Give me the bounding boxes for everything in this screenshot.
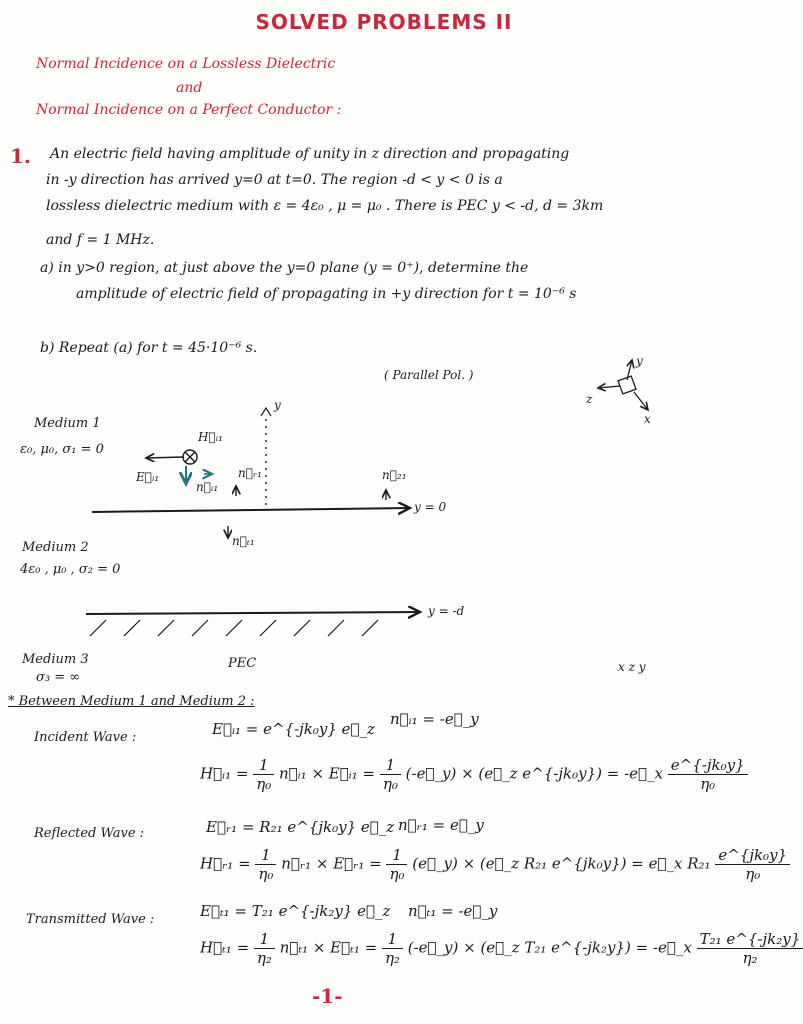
polarization-label: ( Parallel Pol. ) xyxy=(384,368,474,382)
corner-axis-z: z xyxy=(586,392,593,406)
incident-label: Incident Wave : xyxy=(34,730,137,745)
corner-axis-x: x xyxy=(644,412,651,426)
medium2-params: 4ε₀ , μ₀ , σ₂ = 0 xyxy=(20,562,121,577)
transmitted-h-eq: H⃗ₜ₁ = $\frac{1}{\text{η₂}}$ n⃗ₜ₁ × E⃗ₜ₁ = $\frac{1}{\text{η₂}}$ (-e⃗_y) × (e⃗_z T₂₁ e^{-jk₂y}) = -e⃗_x $\frac{\text{T₂₁ e\textasciicircum{}\{-jk₂y\}}}{\text{η₂}}$ xyxy=(200,930,803,967)
hi-label: H⃗ᵢ₁ xyxy=(198,430,223,444)
boundary-yd-line xyxy=(86,612,420,614)
pec-label: PEC xyxy=(228,656,257,671)
y-axis-arrowhead xyxy=(261,408,271,416)
medium3-params: σ₃ = ∞ xyxy=(36,670,81,685)
y0-label: y = 0 xyxy=(414,500,447,514)
n21-label: n⃗₂₁ xyxy=(382,468,407,482)
nr-label: n⃗ᵣ₁ xyxy=(238,466,262,480)
page-title: SOLVED PROBLEMS II xyxy=(255,10,513,34)
reflected-e-eq: E⃗ᵣ₁ = R₂₁ e^{jk₀y} e⃗_z xyxy=(206,818,395,836)
incident-h-eq: H⃗ᵢ₁ = $\frac{1}{\text{η₀}}$ n⃗ᵢ₁ × E⃗ᵢ₁ = $\frac{1}{\text{η₀}}$ (-e⃗_y) × (e⃗_z e^{-jk₀y}) = -e⃗_x $\frac{\text{e\textasciicircum{}\{-jk₀y\}}}{\text{η₀}}$ xyxy=(200,756,748,793)
yd-label: y = -d xyxy=(428,604,465,618)
corner-axes-2: x z y xyxy=(618,660,646,674)
medium1-label: Medium 1 xyxy=(34,416,101,431)
problem-number: 1. xyxy=(10,144,31,168)
problem-line-2: in -y direction has arrived y=0 at t=0. The region -d < y < 0 is a xyxy=(46,172,503,188)
subtitle-line-1: Normal Incidence on a Lossless Dielectric xyxy=(36,56,336,72)
medium1-params: ε₀, μ₀, σ₁ = 0 xyxy=(20,442,104,457)
part-a-line-2: amplitude of electric field of propagating in +y direction for t = 10⁻⁶ s xyxy=(76,286,577,302)
problem-line-1: An electric field having amplitude of unity in z direction and propagating xyxy=(50,146,570,162)
subtitle-line-2: and xyxy=(176,80,203,96)
solution-heading: * Between Medium 1 and Medium 2 : xyxy=(8,694,255,709)
ni-label: n⃗ᵢ₁ xyxy=(196,480,219,494)
boundary-y0-line xyxy=(92,508,410,512)
part-a-line-1: a) in y>0 region, at just above the y=0 plane (y = 0⁺), determine the xyxy=(40,260,529,276)
medium2-label: Medium 2 xyxy=(22,540,89,555)
pec-hatching xyxy=(90,620,378,636)
ei-label: E⃗ᵢ₁ xyxy=(136,470,160,484)
subtitle-line-3: Normal Incidence on a Perfect Conductor : xyxy=(36,102,342,118)
problem-line-4: and f = 1 MHz. xyxy=(46,232,155,248)
corner-axis-y: y xyxy=(636,354,643,368)
diagram-axis-y: y xyxy=(274,398,281,412)
nt-label: n⃗ₜ₁ xyxy=(232,534,255,548)
incident-e-eq: E⃗ᵢ₁ = e^{-jk₀y} e⃗_z xyxy=(212,720,375,738)
reflected-label: Reflected Wave : xyxy=(34,826,145,841)
transmitted-e-eq: E⃗ₜ₁ = T₂₁ e^{-jk₂y} e⃗_z xyxy=(200,902,391,920)
part-b: b) Repeat (a) for t = 45·10⁻⁶ s. xyxy=(40,340,258,356)
reflected-h-eq: H⃗ᵣ₁ = $\frac{1}{\text{η₀}}$ n⃗ᵣ₁ × E⃗ᵣ₁ = $\frac{1}{\text{η₀}}$ (e⃗_y) × (e⃗_z R₂₁ e^{jk₀y}) = e⃗_x R₂₁ $\frac{\text{e\textasciicircum{}\{jk₀y\}}}{\text{η₀}}$ xyxy=(200,846,790,883)
transmitted-n-eq: n⃗ₜ₁ = -e⃗_y xyxy=(408,902,498,920)
transmitted-label: Transmitted Wave : xyxy=(26,912,155,927)
medium3-label: Medium 3 xyxy=(22,652,89,667)
reflected-n-eq: n⃗ᵣ₁ = e⃗_y xyxy=(398,816,484,834)
problem-line-3: lossless dielectric medium with ε = 4ε₀ , μ = μ₀ . There is PEC y < -d, d = 3km xyxy=(46,198,604,214)
e-field-arrow xyxy=(146,457,184,458)
incident-n-eq: n⃗ᵢ₁ = -e⃗_y xyxy=(390,710,479,728)
page-number: -1- xyxy=(312,984,343,1008)
